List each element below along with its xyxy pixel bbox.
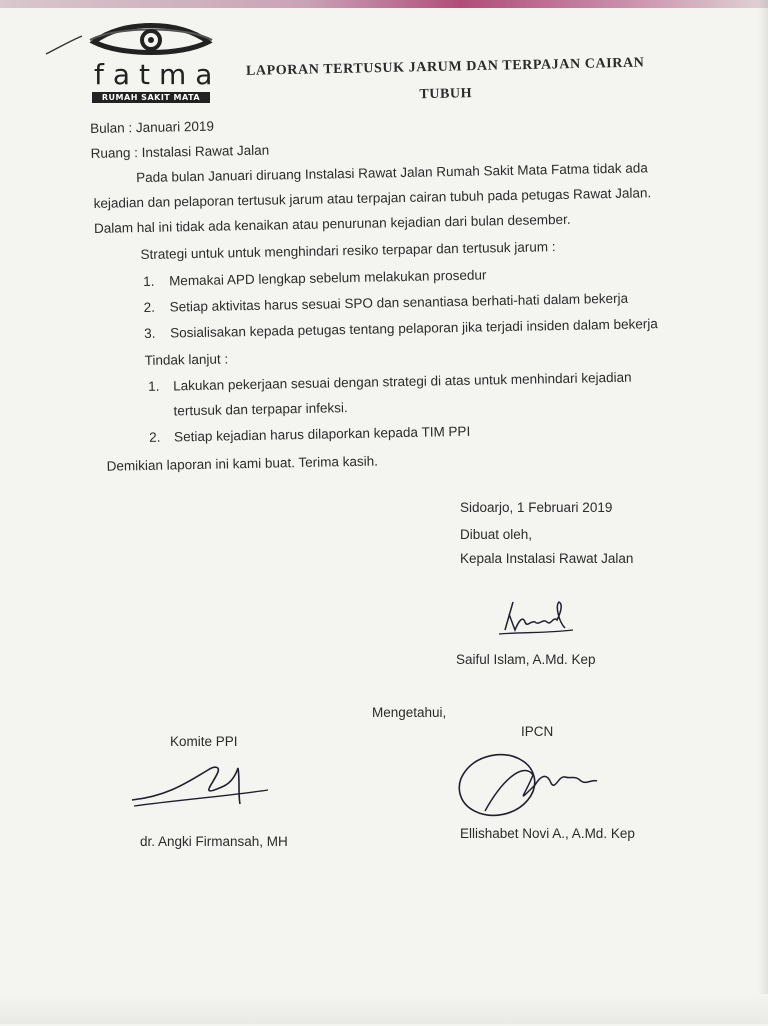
signature-angki-icon [128,760,273,810]
month-line: Bulan : Januari 2019 [90,118,215,136]
strategy-number-1: 1. [142,273,155,290]
paragraph-line-3: Dalam hal ini tidak ada kenaikan atau penurunan kejadian dari bulan desember. [93,211,571,236]
made-by: Dibuat oleh, [460,527,533,542]
strategy-item-3: Sosialisakan kepada petugas tentang pelaporan jika terjadi insiden dalam bekerja [169,316,658,341]
left-name: dr. Angki Firmansah, MH [140,834,288,849]
strategy-intro: Strategi untuk untuk menghindari resiko terpapar dan tertusuk jarum : [140,239,556,263]
followup-number-1: 1. [147,378,160,394]
signer-name: Saiful Islam, A.Md. Kep [456,652,596,667]
followup-intro: Tindak lanjut : [144,351,229,368]
strategy-item-1: Memakai APD lengkap sebelum melakukan prosedur [168,267,487,289]
paragraph-line-1: Pada bulan Januari diruang Instalasi Rawat Jalan Rumah Sakit Mata Fatma tidak ada [135,160,648,186]
scan-bottom-band [0,994,768,1024]
room-line: Ruang : Instalasi Rawat Jalan [90,142,270,161]
title-line-1: LAPORAN TERTUSUK JARUM DAN TERPAJAN CAIRAN [245,55,645,79]
right-name: Ellishabet Novi A., A.Md. Kep [460,826,635,841]
followup-item-2: Setiap kejadian harus dilaporkan kepada TIM PPI [173,423,471,445]
signature-ellishabet-icon [455,745,605,825]
closing-line: Demikian laporan ini kami buat. Terima kasih. [106,453,379,474]
followup-item-1-line-2: tertusuk dan terpapar infeksi. [173,400,348,419]
strategy-number-3: 3. [143,325,156,341]
left-role: Komite PPI [170,734,238,749]
followup-number-2: 2. [148,429,161,445]
followup-item-1-line-1: Lakukan pekerjaan sesuai dengan strategi di atas untuk menhindari kejadian [172,369,632,394]
strategy-number-2: 2. [143,299,156,316]
title-line-2: TUBUH [419,86,473,103]
strategy-item-2: Setiap aktivitas harus sesuai SPO dan senantiasa berhati-hati dalam bekerja [169,290,629,315]
place-date: Sidoarjo, 1 Februari 2019 [460,500,613,515]
right-role: IPCN [521,724,554,739]
logo-wordmark: fatma [94,58,222,91]
signature-saiful-icon [495,592,575,642]
acknowledge-label: Mengetahui, [372,705,447,720]
paragraph-line-2: kejadian dan pelaporan tertusuk jarum atau terpajan cairan tubuh pada petugas Rawat Jalan. [93,185,652,211]
logo-subtitle: RUMAH SAKIT MATA [92,92,210,103]
position-title: Kepala Instalasi Rawat Jalan [460,551,634,566]
